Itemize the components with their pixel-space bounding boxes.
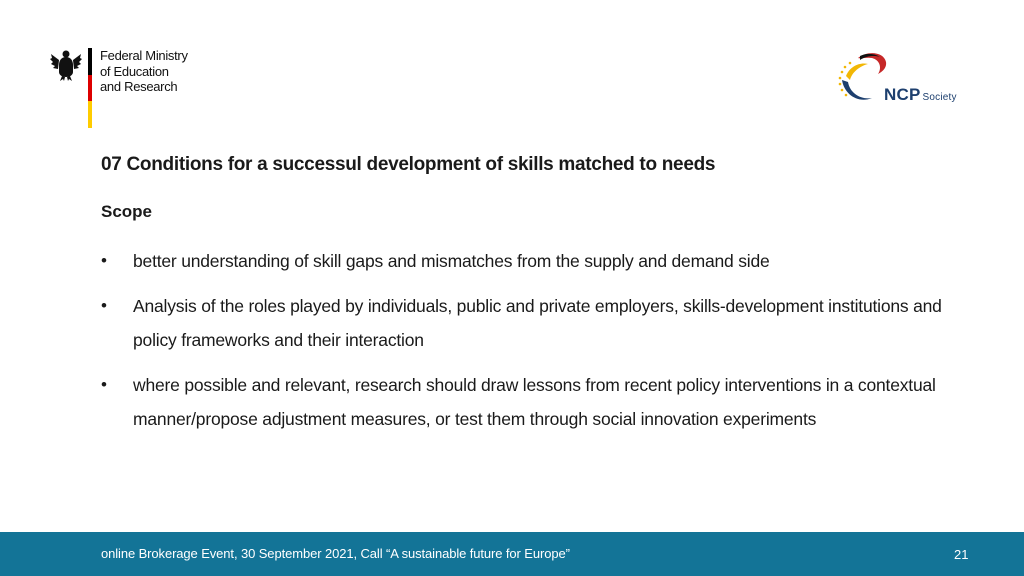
ministry-line-2: of Education: [100, 63, 169, 79]
ministry-line-1: Federal Ministry: [100, 48, 188, 63]
bullet-list: [101, 244, 981, 447]
bullet-text: Analysis of the roles played by individuals, public and private employers, skills-development institutions and policy frameworks and their interaction: [133, 296, 942, 350]
footer-text: online Brokerage Event, 30 September 2021, Call “A sustainable future for Europe”: [101, 546, 570, 561]
slide-title: 07 Conditions for a successul development of skills matched to needs: [101, 154, 716, 175]
bullet-marker: •: [101, 375, 107, 394]
slide-subtitle: Scope: [101, 202, 153, 221]
ministry-name: [100, 48, 188, 95]
bullet-item: [101, 244, 981, 278]
page-number: 21: [954, 547, 969, 562]
german-flag-bar: [88, 48, 92, 128]
ministry-line-3: and Research: [100, 79, 178, 94]
bullet-item: [101, 368, 981, 436]
eagle-icon: [50, 48, 82, 82]
flag-red: [88, 75, 92, 102]
footer-bar: [0, 532, 1024, 576]
ncp-suffix: Society: [922, 92, 957, 103]
flag-black: [88, 48, 92, 75]
flag-gold: [88, 101, 92, 128]
bullet-marker: •: [101, 296, 107, 315]
bullet-text: better understanding of skill gaps and mismatches from the supply and demand side: [133, 251, 770, 271]
ncp-society-logo: [836, 50, 976, 112]
bullet-text: where possible and relevant, research should draw lessons from recent policy interventions in a contextual manner/propose adjustment measures, or test them through social innovation experiments: [133, 375, 936, 429]
bullet-item: [101, 289, 981, 357]
ncp-name: NCP: [884, 85, 921, 104]
ncp-wordmark: [884, 85, 957, 105]
ministry-logo: [50, 46, 210, 130]
bullet-marker: •: [101, 251, 107, 270]
